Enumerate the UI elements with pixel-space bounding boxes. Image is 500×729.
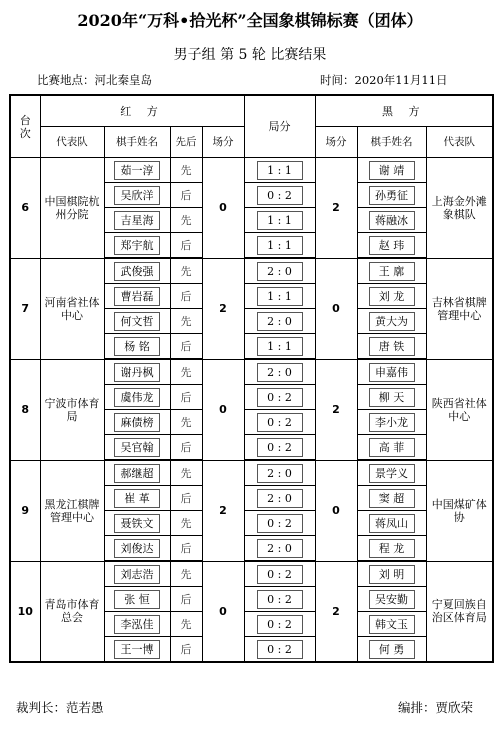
header-game-score: 局分 [244, 95, 315, 158]
game-score [244, 435, 315, 461]
move-order: 后 [170, 284, 202, 309]
game-score [244, 460, 315, 486]
move-order: 后 [170, 183, 202, 208]
black-player-box: 孙勇征 [369, 186, 415, 205]
table-number: 7 [10, 258, 40, 359]
venue-label: 比赛地点： [37, 73, 95, 87]
red-match-points: 0 [202, 561, 244, 662]
red-player-box: 杨 铭 [114, 337, 160, 356]
move-order: 后 [170, 435, 202, 461]
black-team: 陕西省社体中心 [426, 359, 493, 460]
game-score-box: 1 : 1 [257, 236, 303, 255]
black-match-points: 2 [315, 561, 357, 662]
table-number: 6 [10, 158, 40, 259]
black-player [357, 258, 426, 284]
black-player [357, 637, 426, 663]
red-match-points: 0 [202, 158, 244, 259]
red-player [104, 511, 170, 536]
red-player [104, 334, 170, 360]
header-tai-2: 次 [19, 126, 31, 140]
game-score-box: 0 : 2 [257, 388, 303, 407]
red-player [104, 183, 170, 208]
black-player [357, 284, 426, 309]
red-player [104, 587, 170, 612]
game-score-box: 0 : 2 [257, 413, 303, 432]
game-score-box: 0 : 2 [257, 514, 303, 533]
match-row [10, 561, 493, 587]
red-match-points: 2 [202, 460, 244, 561]
game-score-box: 1 : 1 [257, 161, 303, 180]
page-title: 2020年“万科•拾光杯”全国象棋锦标赛（团体） [77, 11, 423, 30]
game-score [244, 511, 315, 536]
game-score-box: 0 : 2 [257, 590, 303, 609]
red-player-box: 郝继超 [114, 464, 160, 483]
game-score-box: 2 : 0 [257, 464, 303, 483]
black-player-box: 刘 龙 [369, 287, 415, 306]
results-table [9, 94, 494, 663]
red-player-box: 曹岩磊 [114, 287, 160, 306]
move-order: 先 [170, 410, 202, 435]
black-team: 上海金外滩象棋队 [426, 158, 493, 259]
move-order: 后 [170, 637, 202, 663]
black-team: 中国煤矿体协 [426, 460, 493, 561]
black-player-box: 申嘉伟 [369, 363, 415, 382]
black-match-points: 0 [315, 460, 357, 561]
red-player [104, 385, 170, 410]
black-match-points: 0 [315, 258, 357, 359]
black-player [357, 486, 426, 511]
black-player-box: 黄大为 [369, 312, 415, 331]
header-red-side: 红 方 [40, 95, 244, 127]
red-player [104, 486, 170, 511]
header-black-team: 代表队 [426, 127, 493, 158]
red-player-box: 吴官翰 [114, 438, 160, 457]
red-team: 黑龙江棋牌管理中心 [40, 460, 104, 561]
game-score-box: 1 : 1 [257, 287, 303, 306]
time-label: 时间： [320, 73, 355, 87]
match-row [10, 359, 493, 385]
game-score [244, 385, 315, 410]
black-player-box: 蒋凤山 [369, 514, 415, 533]
black-player [357, 435, 426, 461]
game-score [244, 309, 315, 334]
game-score-box: 2 : 0 [257, 312, 303, 331]
red-player-box: 吴欣洋 [114, 186, 160, 205]
black-player [357, 183, 426, 208]
game-score-box: 1 : 1 [257, 337, 303, 356]
red-player [104, 637, 170, 663]
black-player [357, 511, 426, 536]
game-score-box: 2 : 0 [257, 363, 303, 382]
black-player [357, 359, 426, 385]
red-player-box: 何文哲 [114, 312, 160, 331]
game-score [244, 587, 315, 612]
header-red-points: 场分 [202, 127, 244, 158]
black-player [357, 233, 426, 259]
black-player [357, 612, 426, 637]
game-score [244, 158, 315, 183]
move-order: 先 [170, 158, 202, 183]
header-red-team: 代表队 [40, 127, 104, 158]
game-score [244, 486, 315, 511]
red-team: 中国棋院杭州分院 [40, 158, 104, 259]
header-table-no [10, 95, 40, 158]
black-player [357, 410, 426, 435]
referee-label: 裁判长： [16, 700, 67, 715]
game-score-box: 0 : 2 [257, 186, 303, 205]
red-player [104, 158, 170, 183]
black-player [357, 536, 426, 562]
page-subtitle: 男子组 第 5 轮 比赛结果 [173, 47, 327, 63]
black-player-box: 唐 铁 [369, 337, 415, 356]
move-order: 先 [170, 208, 202, 233]
game-score-box: 0 : 2 [257, 438, 303, 457]
red-player-box: 刘志浩 [114, 565, 160, 584]
game-score-box: 2 : 0 [257, 262, 303, 281]
move-order: 先 [170, 511, 202, 536]
black-player-box: 景学义 [369, 464, 415, 483]
black-player [357, 460, 426, 486]
move-order: 先 [170, 309, 202, 334]
black-player-box: 高 菲 [369, 438, 415, 457]
black-player [357, 208, 426, 233]
black-player [357, 334, 426, 360]
header-row-1 [10, 95, 493, 127]
black-player-box: 柳 天 [369, 388, 415, 407]
red-player-box: 麻债榜 [114, 413, 160, 432]
red-player [104, 435, 170, 461]
red-player-box: 聂铁文 [114, 514, 160, 533]
red-player [104, 309, 170, 334]
move-order: 后 [170, 536, 202, 562]
header-order: 先后 [170, 127, 202, 158]
black-player-box: 何 勇 [369, 640, 415, 659]
black-player-box: 韩文玉 [369, 615, 415, 634]
game-score [244, 561, 315, 587]
header-black-side: 黑 方 [315, 95, 493, 127]
move-order: 后 [170, 587, 202, 612]
venue-line [37, 72, 152, 88]
move-order: 后 [170, 334, 202, 360]
black-match-points: 2 [315, 359, 357, 460]
editor-name: 贾欣荣 [435, 700, 474, 715]
red-player-box: 虞伟龙 [114, 388, 160, 407]
header-black-points: 场分 [315, 127, 357, 158]
black-player [357, 158, 426, 183]
red-player-box: 茹一淳 [114, 161, 160, 180]
red-player-box: 李泓佳 [114, 615, 160, 634]
black-match-points: 2 [315, 158, 357, 259]
game-score [244, 612, 315, 637]
match-row [10, 460, 493, 486]
venue-value: 河北秦皇岛 [94, 73, 152, 87]
red-player [104, 258, 170, 284]
red-match-points: 2 [202, 258, 244, 359]
time-line [320, 72, 448, 88]
black-player [357, 309, 426, 334]
black-player [357, 561, 426, 587]
red-player-box: 郑宇航 [114, 236, 160, 255]
game-score-box: 0 : 2 [257, 615, 303, 634]
move-order: 后 [170, 233, 202, 259]
red-player [104, 410, 170, 435]
black-team: 宁夏回族自治区体育局 [426, 561, 493, 662]
match-row [10, 258, 493, 284]
match-row [10, 158, 493, 183]
red-player [104, 561, 170, 587]
red-player-box: 崔 革 [114, 489, 160, 508]
black-player-box: 窦 超 [369, 489, 415, 508]
game-score-box: 0 : 2 [257, 565, 303, 584]
game-score [244, 536, 315, 562]
black-player [357, 385, 426, 410]
black-player-box: 吴安勤 [369, 590, 415, 609]
red-player [104, 460, 170, 486]
referee-line [16, 698, 104, 716]
move-order: 后 [170, 486, 202, 511]
red-player-box: 谢丹枫 [114, 363, 160, 382]
move-order: 后 [170, 385, 202, 410]
red-player-box: 王一博 [114, 640, 160, 659]
referee-name: 范若愚 [66, 700, 104, 715]
header-black-player: 棋手姓名 [357, 127, 426, 158]
red-player-box: 刘俊达 [114, 539, 160, 558]
red-player-box: 吉星海 [114, 211, 160, 230]
game-score [244, 334, 315, 360]
game-score-box: 2 : 0 [257, 539, 303, 558]
red-player [104, 233, 170, 259]
move-order: 先 [170, 561, 202, 587]
table-number: 9 [10, 460, 40, 561]
time-value: 2020年11月11日 [354, 73, 448, 87]
red-team: 宁波市体育局 [40, 359, 104, 460]
game-score [244, 637, 315, 663]
game-score [244, 183, 315, 208]
game-score [244, 233, 315, 259]
editor-line [398, 698, 473, 716]
black-player-box: 李小龙 [369, 413, 415, 432]
header-red-player: 棋手姓名 [104, 127, 170, 158]
game-score [244, 410, 315, 435]
game-score-box: 2 : 0 [257, 489, 303, 508]
header-tai-1: 台 [19, 113, 31, 127]
editor-label: 编排： [398, 700, 436, 715]
red-player [104, 359, 170, 385]
black-player-box: 谢 靖 [369, 161, 415, 180]
move-order: 先 [170, 258, 202, 284]
move-order: 先 [170, 612, 202, 637]
move-order: 先 [170, 359, 202, 385]
game-score [244, 208, 315, 233]
game-score-box: 0 : 2 [257, 640, 303, 659]
black-player [357, 587, 426, 612]
red-player-box: 武俊强 [114, 262, 160, 281]
game-score [244, 284, 315, 309]
red-player [104, 284, 170, 309]
red-player-box: 张 恒 [114, 590, 160, 609]
red-team: 河南省社体中心 [40, 258, 104, 359]
red-match-points: 0 [202, 359, 244, 460]
game-score [244, 258, 315, 284]
red-player [104, 208, 170, 233]
move-order: 先 [170, 460, 202, 486]
black-player-box: 赵 玮 [369, 236, 415, 255]
red-player [104, 612, 170, 637]
game-score-box: 1 : 1 [257, 211, 303, 230]
table-number: 8 [10, 359, 40, 460]
black-player-box: 程 龙 [369, 539, 415, 558]
black-team: 吉林省棋牌管理中心 [426, 258, 493, 359]
red-player [104, 536, 170, 562]
game-score [244, 359, 315, 385]
black-player-box: 刘 明 [369, 565, 415, 584]
table-number: 10 [10, 561, 40, 662]
black-player-box: 蒋融冰 [369, 211, 415, 230]
black-player-box: 王 廓 [369, 262, 415, 281]
red-team: 青岛市体育总会 [40, 561, 104, 662]
